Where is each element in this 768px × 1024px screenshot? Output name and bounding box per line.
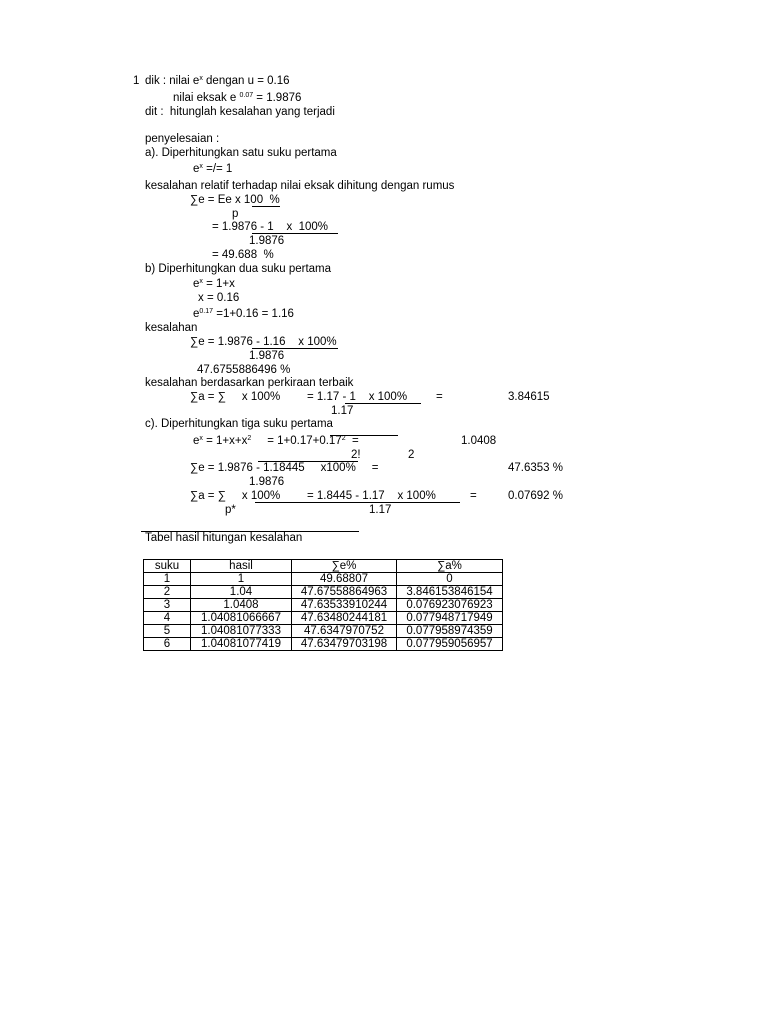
table-row (144, 638, 503, 651)
given-text: dik : nilai e (145, 75, 200, 87)
table-cell: 4 (144, 612, 191, 625)
table-cell: 1 (144, 573, 191, 586)
expr-text: e (193, 308, 200, 320)
part-a-result: = 49.688 % (212, 249, 274, 261)
given-text: dengan u = 0.16 (202, 75, 290, 87)
column-header-approx-error: ∑a% (397, 560, 503, 573)
part-b-title: b) Diperhitungkan dua suku pertama (145, 263, 332, 275)
part-c-approx-error-formula: ∑a = ∑ x 100% (190, 490, 281, 502)
expr-text: e (193, 435, 200, 447)
table-cell: 47.63480244181 (292, 612, 397, 625)
expr-text: =1+0.16 = 1.16 (213, 308, 294, 320)
part-a-relative-error-text: kesalahan relatif terhadap nilai eksak dihitung dengan rumus (145, 180, 455, 192)
table-row (144, 599, 503, 612)
part-b-expansion (193, 277, 235, 291)
table-cell: 0 (397, 573, 503, 586)
expr-text: e (193, 163, 200, 175)
expr-text: =/= 1 (202, 163, 233, 175)
part-c-relative-error-denominator: 1.9876 (249, 476, 285, 488)
expr-text: = 1+x+x (202, 435, 248, 447)
table-cell: 1.04081066667 (191, 612, 292, 625)
solution-heading: penyelesaian : (145, 133, 220, 145)
table-cell: 3 (144, 599, 191, 612)
expr-exponent: x (199, 163, 203, 170)
expr-text: e (193, 278, 200, 290)
part-b-calc-denominator: 1.9876 (249, 350, 285, 362)
fraction-bar (255, 502, 460, 503)
part-a-expansion (193, 162, 232, 176)
table-header-row (144, 560, 503, 573)
part-a-calc-denominator: 1.9876 (249, 235, 285, 247)
table-cell: 49.68807 (292, 573, 397, 586)
results-table (143, 559, 503, 651)
part-a-formula: ∑e = Ee x 100 % (190, 194, 280, 206)
given-exponent: 0.07 (239, 92, 254, 99)
table-cell: 1.04081077333 (191, 625, 292, 638)
table-cell: 2 (144, 586, 191, 599)
part-b-best-estimate-text: kesalahan berdasarkan perkiraan terbaik (145, 377, 354, 389)
part-b-e-value (193, 307, 294, 321)
part-c-denominator-two: 2 (408, 449, 415, 461)
table-cell: 3.846153846154 (397, 586, 503, 599)
table-row (144, 612, 503, 625)
column-header-suku: suku (144, 560, 191, 573)
table-cell: 5 (144, 625, 191, 638)
part-c-expansion (193, 434, 359, 448)
part-b-calc-numerator: ∑e = 1.9876 - 1.16 x 100% (190, 336, 337, 348)
table-cell: 1.04081077419 (191, 638, 292, 651)
column-header-hasil: hasil (191, 560, 292, 573)
table-cell: 0.077959056957 (397, 638, 503, 651)
table-cell: 1.0408 (191, 599, 292, 612)
table-cell: 47.67558864963 (292, 586, 397, 599)
part-c-relative-error-value: 47.6353 % (508, 462, 563, 474)
part-c-approx-error-calc: = 1.8445 - 1.17 x 100% (307, 490, 436, 502)
asked-line: dit : hitunglah kesalahan yang terjadi (145, 106, 335, 118)
table-cell: 6 (144, 638, 191, 651)
given-line-2 (173, 91, 301, 105)
table-row (144, 573, 503, 586)
part-b-approx-error-denominator: 1.17 (331, 405, 354, 417)
part-a-calc-numerator: = 1.9876 - 1 x 100% (212, 221, 329, 233)
problem-number: 1 (133, 75, 140, 87)
part-b-approx-error-formula: ∑a = ∑ x 100% (190, 391, 281, 403)
expr-exponent: x (199, 435, 203, 442)
fraction-bar (345, 403, 421, 404)
part-b-error-label: kesalahan (145, 322, 198, 334)
part-c-relative-error-calc: ∑e = 1.9876 - 1.18445 x100% = (190, 462, 379, 474)
table-cell: 47.63533910244 (292, 599, 397, 612)
expr-exponent: 2 (341, 435, 346, 442)
expr-exponent: 0.17 (199, 308, 214, 315)
part-c-approx-error-denominator: 1.17 (369, 504, 392, 516)
table-row (144, 625, 503, 638)
expr-exponent: x (199, 278, 203, 285)
table-row (144, 586, 503, 599)
part-b-approx-error-calc: = 1.17 - 1 x 100% (307, 391, 408, 403)
part-b-approx-error-equals: = (436, 391, 443, 403)
given-text: nilai eksak e (173, 92, 240, 104)
table-cell: 0.077958974359 (397, 625, 503, 638)
part-c-expansion-value: 1.0408 (461, 435, 497, 447)
expr-text: = (345, 435, 359, 447)
table-cell: 47.6347970752 (292, 625, 397, 638)
table-cell: 1.04 (191, 586, 292, 599)
column-header-relative-error: ∑e% (292, 560, 397, 573)
expr-text: = 1+0.17+0.17 (251, 435, 342, 447)
table-cell: 47.63479703198 (292, 638, 397, 651)
part-c-denominator-factorial: 2! (351, 449, 361, 461)
expr-exponent: 2 (247, 435, 252, 442)
part-c-title: c). Diperhitungkan tiga suku pertama (145, 418, 333, 430)
table-cell: 0.077948717949 (397, 612, 503, 625)
table-title: Tabel hasil hitungan kesalahan (145, 532, 303, 544)
part-b-x-value: x = 0.16 (198, 292, 240, 304)
given-line-1 (145, 74, 290, 88)
fraction-bar (252, 206, 280, 207)
part-c-approx-error-p-star: p* (225, 504, 236, 516)
part-c-approx-error-equals: = (470, 490, 477, 502)
given-exponent: x (199, 75, 203, 82)
expr-text: = 1+x (202, 278, 235, 290)
table-cell: 0.076923076923 (397, 599, 503, 612)
part-b-result: 47.6755886496 % (197, 364, 291, 376)
table-cell: 1 (191, 573, 292, 586)
given-text: = 1.9876 (253, 92, 302, 104)
part-a-formula-denominator: p (232, 208, 239, 220)
part-a-title: a). Diperhitungkan satu suku pertama (145, 147, 337, 159)
part-b-approx-error-value: 3.84615 (508, 391, 550, 403)
part-c-approx-error-value: 0.07692 % (508, 490, 563, 502)
